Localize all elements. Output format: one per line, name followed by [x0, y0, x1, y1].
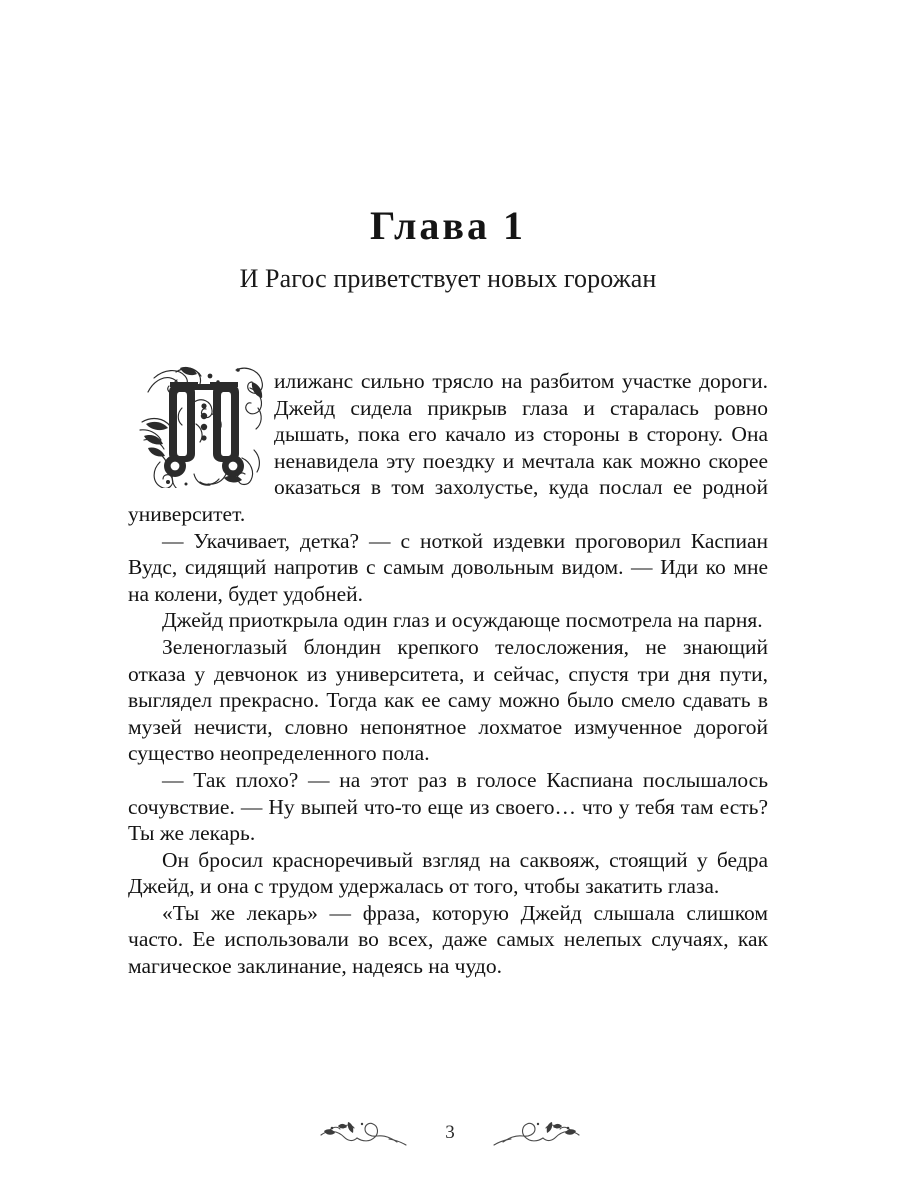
paragraph — [128, 634, 768, 767]
decorative-initial-d-icon — [138, 362, 270, 488]
paragraph-text: Он бросил красноречивый взгляд на саквояж, стоящий у бедра Джейд, и она с трудом удержалась от того, чтобы закатить глаза. — [128, 847, 768, 899]
paragraph — [128, 767, 768, 847]
paragraph-text: Джейд приоткрыла один глаз и осуждающе посмотрела на парня. — [162, 608, 763, 633]
paragraph — [128, 607, 768, 634]
page-number: 3 — [445, 1121, 455, 1143]
paragraph — [128, 368, 768, 528]
body-text — [128, 368, 768, 980]
paragraph-text: — Так плохо? — на этот раз в голосе Каспиана послышалось сочувствие. — Ну выпей что-то еще из своего… что у тебя там есть? Ты же лекарь. — [128, 767, 768, 846]
vine-leaf-ornament-left-icon — [317, 1115, 412, 1149]
paragraph — [128, 528, 768, 608]
paragraph-text: — Укачивает, детка? — с ноткой издевки проговорил Каспиан Вудс, сидящий напротив с самым довольным видом. — Иди ко мне на колени, будет удобней. — [128, 528, 768, 606]
vine-leaf-ornament-right-icon — [488, 1115, 583, 1149]
paragraph — [128, 900, 768, 980]
chapter-title: Глава 1 — [370, 203, 526, 248]
page-footer — [0, 1115, 900, 1149]
paragraph-text: илижанс сильно трясло на разбитом участке дороги. Джейд сидела прикрыв глаза и старалась ровно дышать, пока его качало из стороны в сторону. Она ненавидела эту поездку и мечтала как можно скорее оказаться в том захолустье, куда послал ее родной университет. — [128, 369, 768, 526]
paragraph — [128, 847, 768, 900]
paragraph-text: «Ты же лекарь» — фраза, которую Джейд слышала слишком часто. Ее использовали во всех, даже самых нелепых случаях, как магическое заклинание, надеясь на чудо. — [128, 900, 768, 979]
chapter-heading — [128, 205, 768, 294]
chapter-subtitle: И Рагос приветствует новых горожан — [239, 264, 657, 293]
paragraph-text: Зеленоглазый блондин крепкого телосложения, не знающий отказа у девчонок из университета, и сейчас, спустя три дня пути, выглядел прекрасно. Тогда как ее саму можно было смело сдавать в музей нечисти, словно непонятное лохматое измученное дорогой существо неопределенного пола. — [128, 634, 768, 766]
